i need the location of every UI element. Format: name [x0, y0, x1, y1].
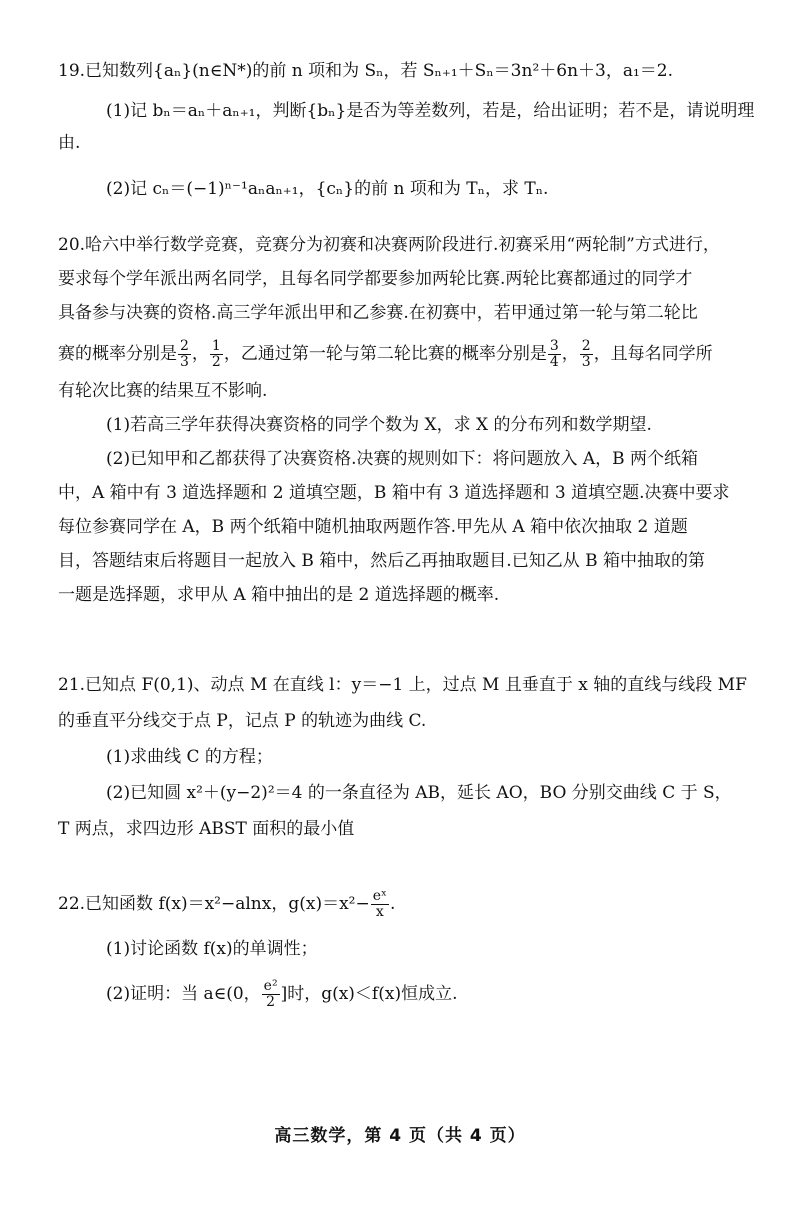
problem-20-part2-line3: 每位参赛同学在 A，B 两个纸箱中随机抽取两题作答.甲先从 A 箱中依次抽取 2 道题	[58, 517, 688, 537]
page-footer: 高三数学，第 4 页（共 4 页）	[274, 1126, 526, 1146]
problem-21-line1: 21.已知点 F(0,1)、动点 M 在直线 l：y＝−1 上，过点 M 且垂直于 x 轴的直线与线段 MF	[58, 675, 747, 695]
problem-20-line4-text-c: ，且每名同学所	[593, 344, 713, 364]
problem-22	[58, 886, 758, 1026]
problem-22-part2	[58, 976, 758, 1012]
fraction-2-3-b: $\frac{2}{3}$	[581, 338, 591, 370]
problem-19-stem: 19.已知数列{aₙ}(n∈N*)的前 n 项和为 Sₙ，若 Sₙ₊₁＋Sₙ＝3n²＋6n＋3，a₁＝2.	[58, 61, 674, 81]
problem-20-part2-line5: 一题是选择题，求甲从 A 箱中抽出的是 2 道选择题的概率.	[58, 585, 500, 605]
problem-22-part2-text-a: (2)证明：当 a∈(0，	[106, 984, 261, 1004]
problem-19	[58, 58, 758, 202]
problem-22-part2-text-b: ]时，g(x)＜f(x)恒成立.	[280, 984, 458, 1004]
problem-20-line4-text-a: 赛的概率分别是	[58, 344, 177, 364]
problem-20-part2-line4: 目，答题结束后将题目一起放入 B 箱中，然后乙再抽取题目.已知乙从 B 箱中抽取的第	[58, 551, 706, 571]
problem-19-part1-line1: (1)记 bₙ＝aₙ＋aₙ₊₁，判断{bₙ}是否为等差数列，若是，给出证明；若不是，请说明理	[106, 101, 755, 121]
problem-21	[58, 672, 758, 852]
problem-19-part2: (2)记 cₙ＝(−1)ⁿ⁻¹aₙaₙ₊₁，{cₙ}的前 n 项和为 Tₙ，求 Tₙ.	[106, 179, 549, 199]
problem-22-stem	[58, 886, 758, 922]
problem-19-part1-line2: 由.	[58, 133, 81, 153]
fraction-2-3: $\frac{2}{3}$	[180, 338, 189, 370]
fraction-ex-over-x: $\frac{\text{eˣ}}{x}$	[372, 888, 387, 920]
problem-20-line2: 要求每个学年派出两名同学，且每名同学都要参加两轮比赛.两轮比赛都通过的同学才	[58, 269, 693, 289]
comma-separator: ，	[191, 344, 209, 364]
comma-separator-2: ，	[561, 344, 579, 364]
problem-20-line5: 有轮次比赛的结果互不影响.	[58, 381, 268, 401]
problem-20-part2-line1: (2)已知甲和乙都获得了决赛资格.决赛的规则如下：将问题放入 A，B 两个纸箱	[106, 449, 699, 469]
problem-20-part1: (1)若高三学年获得决赛资格的同学个数为 X，求 X 的分布列和数学期望.	[106, 415, 652, 435]
fraction-1-2: $\frac{1}{2}$	[211, 338, 221, 370]
fraction-3-4: $\frac{3}{4}$	[549, 338, 559, 370]
problem-20-part2-line2: 中，A 箱中有 3 道选择题和 2 道填空题，B 箱中有 3 道选择题和 3 道填空题.决赛中要求	[58, 483, 730, 503]
problem-21-line2: 的垂直平分线交于点 P，记点 P 的轨迹为曲线 C.	[58, 711, 427, 731]
problem-20-line3: 具备参与决赛的资格.高三学年派出甲和乙参赛.在初赛中，若甲通过第一轮与第二轮比	[58, 303, 698, 323]
problem-20-line1: 20.哈六中举行数学竞赛，竞赛分为初赛和决赛两阶段进行.初赛采用“两轮制”方式进行，	[58, 235, 720, 255]
problem-21-part1: (1)求曲线 C 的方程；	[106, 747, 273, 767]
problem-20-line4	[58, 334, 758, 374]
problem-21-part2-line1: (2)已知圆 x²＋(y−2)²＝4 的一条直径为 AB，延长 AO，BO 分别交曲线 C 于 S，	[106, 783, 732, 803]
problem-21-part2-line2: T 两点，求四边形 ABST 面积的最小值	[58, 819, 355, 839]
fraction-e2-over-2: $\frac{\text{e²}}{2}$	[263, 978, 278, 1010]
problem-22-stem-text-a: 22.已知函数 f(x)＝x²−alnx，g(x)＝x²−	[58, 894, 370, 914]
problem-20-line4-text-b: ，乙通过第一轮与第二轮比赛的概率分别是	[223, 344, 547, 364]
problem-22-stem-period: .	[389, 894, 396, 914]
problem-22-part1: (1)讨论函数 f(x)的单调性；	[106, 939, 318, 959]
problem-20	[58, 232, 758, 616]
